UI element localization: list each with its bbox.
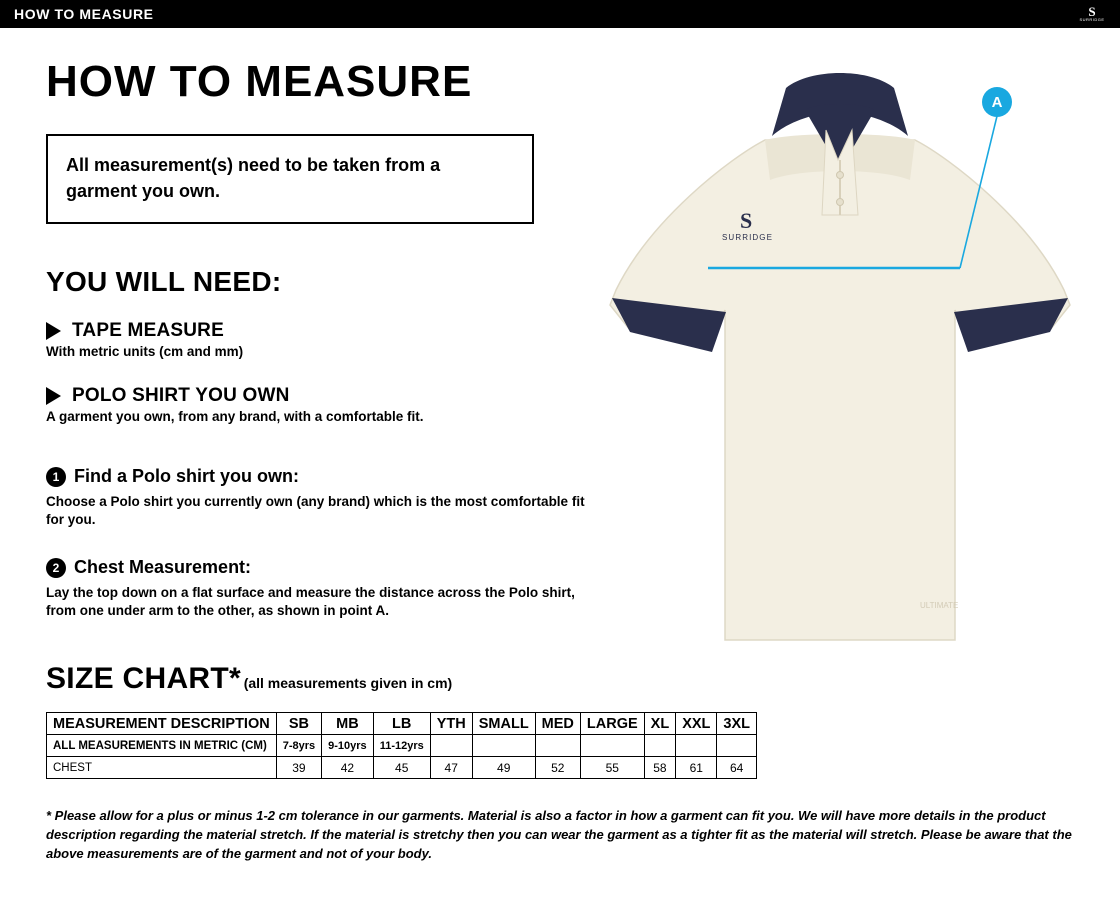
- brand-logo: [1072, 2, 1112, 26]
- hem-label: ULTIMATE: [920, 601, 959, 610]
- table-header-cell: MEASUREMENT DESCRIPTION: [47, 713, 277, 735]
- table-header-cell: MED: [535, 713, 580, 735]
- step-body: Choose a Polo shirt you currently own (any brand) which is the most comfortable fit for you.: [46, 494, 585, 527]
- triangle-bullet-icon: [46, 322, 61, 340]
- table-cell: 61: [676, 757, 717, 779]
- table-header-cell: XL: [644, 713, 676, 735]
- size-chart-table: [46, 712, 757, 779]
- need-item-sub: A garment you own, from any brand, with a comfortable fit.: [46, 409, 424, 424]
- triangle-bullet-icon: [46, 387, 61, 405]
- brand-initial: S: [1088, 3, 1096, 19]
- button-top: [837, 172, 844, 179]
- size-chart-asterisk: *: [229, 662, 241, 695]
- table-cell: [580, 735, 644, 757]
- size-chart-section: [46, 662, 1076, 779]
- need-item-label: TAPE MEASURE: [72, 320, 224, 341]
- step-body: Lay the top down on a flat surface and measure the distance across the Polo shirt, from one under arm to the other, as shown in point A.: [46, 585, 575, 618]
- top-bar-title: HOW TO MEASURE: [14, 6, 154, 22]
- brand-name: SURRIDGE: [1079, 16, 1105, 22]
- table-header-cell: SB: [276, 713, 321, 735]
- table-cell: [717, 735, 757, 757]
- instructions-column: [46, 56, 606, 620]
- table-cell: ALL MEASUREMENTS IN METRIC (CM): [47, 735, 277, 757]
- table-cell: 55: [580, 757, 644, 779]
- need-item-label: POLO SHIRT YOU OWN: [72, 385, 290, 406]
- need-item-polo-shirt: [46, 385, 606, 424]
- step-number-badge: 1: [46, 467, 66, 487]
- table-cell: [535, 735, 580, 757]
- table-cell: [472, 735, 535, 757]
- table-cell: CHEST: [47, 757, 277, 779]
- step-1: [46, 466, 606, 529]
- size-chart-heading: [46, 662, 1076, 696]
- table-cell: 45: [373, 757, 430, 779]
- you-will-need-heading: YOU WILL NEED:: [46, 266, 282, 297]
- size-chart-subtitle: (all measurements given in cm): [243, 675, 453, 691]
- table-row: [47, 735, 757, 757]
- page-title: HOW TO MEASURE: [46, 57, 473, 106]
- svg-text:S: S: [740, 208, 753, 233]
- table-cell: 58: [644, 757, 676, 779]
- size-chart-title: SIZE CHART: [46, 662, 229, 695]
- table-header-cell: MB: [322, 713, 374, 735]
- polo-shirt-illustration: [590, 40, 1090, 660]
- step-title: Find a Polo shirt you own:: [74, 466, 299, 486]
- table-cell: 42: [322, 757, 374, 779]
- table-cell: 52: [535, 757, 580, 779]
- table-cell: 49: [472, 757, 535, 779]
- table-header-cell: SMALL: [472, 713, 535, 735]
- need-item-tape-measure: [46, 320, 606, 359]
- table-cell: 39: [276, 757, 321, 779]
- table-header-cell: 3XL: [717, 713, 757, 735]
- footnote-text: * Please allow for a plus or minus 1-2 cm tolerance in our garments. Material is also a factor in how a garment can fit you. We will have more details in the product description regarding the material stretch. If the material is stretchy then you can wear the garment as a tighter fit as the material will stretch. Please be aware that the above measurements are of the garment and not of your body.: [46, 808, 1072, 861]
- callout-badge-a: A: [982, 87, 1012, 117]
- table-header-row: [47, 713, 757, 735]
- table-header-cell: LB: [373, 713, 430, 735]
- table-cell: 11-12yrs: [373, 735, 430, 757]
- button-bottom: [837, 199, 844, 206]
- step-number-badge: 2: [46, 558, 66, 578]
- table-cell: [644, 735, 676, 757]
- table-cell: [676, 735, 717, 757]
- table-cell: 7-8yrs: [276, 735, 321, 757]
- table-header-cell: XXL: [676, 713, 717, 735]
- svg-text:SURRIDGE: SURRIDGE: [722, 233, 774, 242]
- table-cell: 64: [717, 757, 757, 779]
- step-title: Chest Measurement:: [74, 557, 252, 577]
- table-cell: [430, 735, 472, 757]
- polo-shirt-graphic: [590, 40, 1090, 660]
- notice-box: All measurement(s) need to be taken from a garment you own.: [46, 134, 534, 224]
- need-item-sub: With metric units (cm and mm): [46, 344, 244, 359]
- top-bar: [0, 0, 1120, 28]
- table-header-cell: LARGE: [580, 713, 644, 735]
- table-cell: 9-10yrs: [322, 735, 374, 757]
- step-2: [46, 557, 606, 620]
- table-cell: 47: [430, 757, 472, 779]
- table-row: [47, 757, 757, 779]
- table-header-cell: YTH: [430, 713, 472, 735]
